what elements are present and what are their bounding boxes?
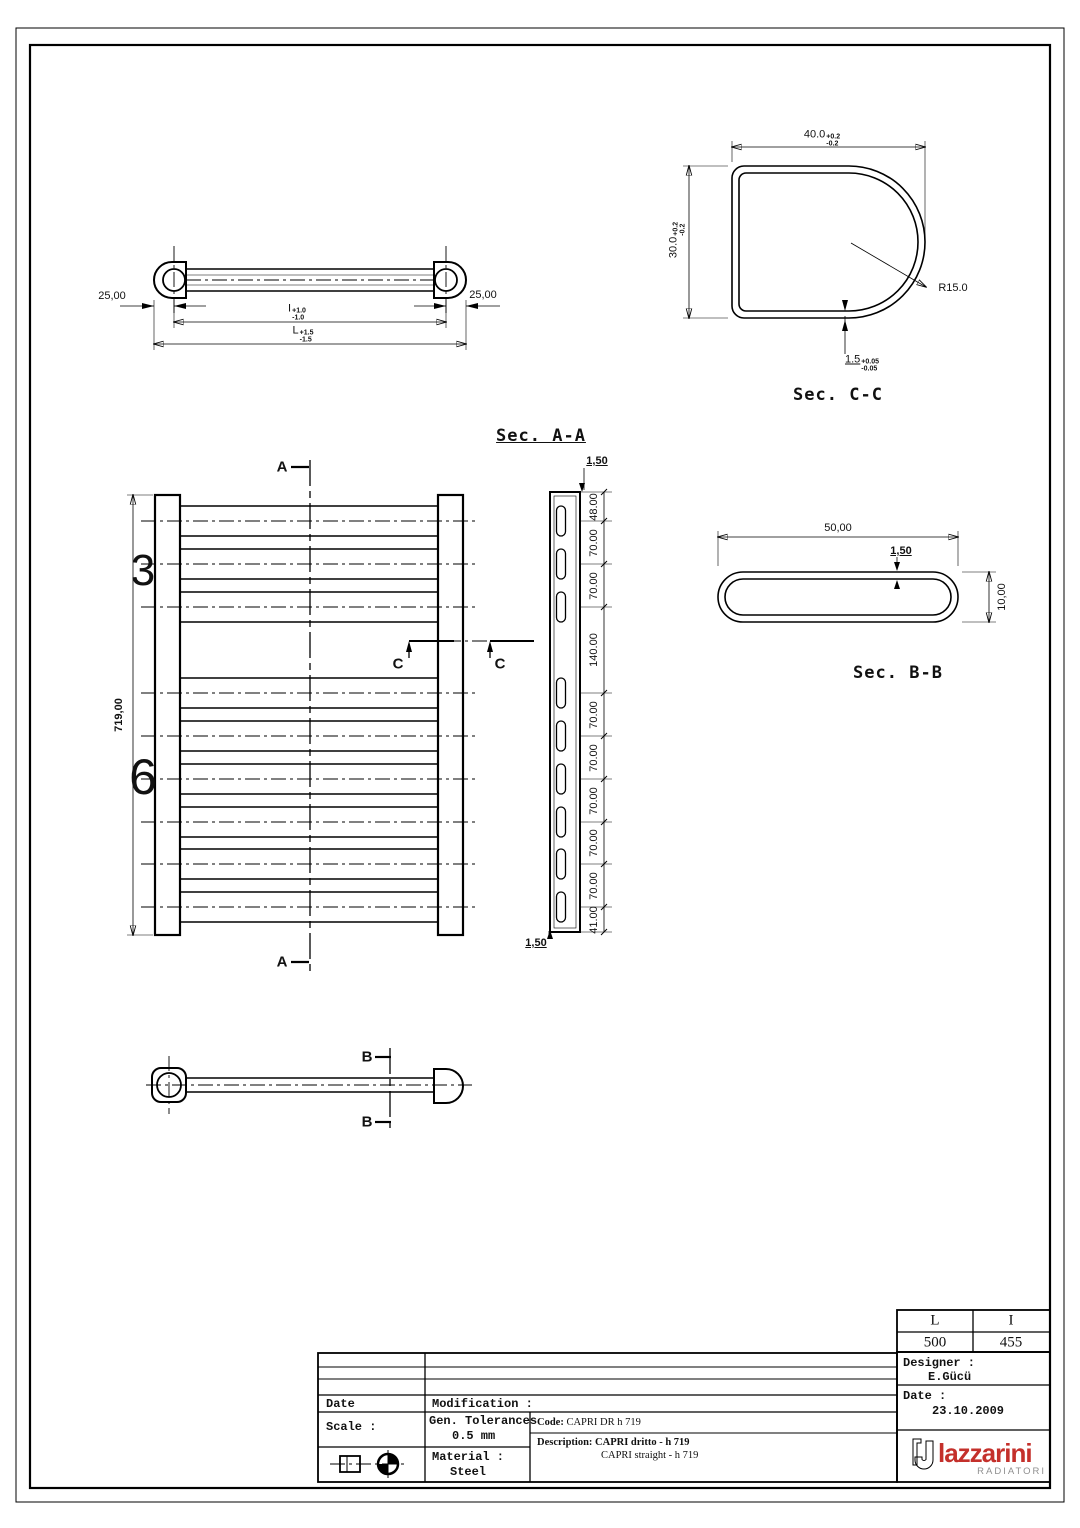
titleblock-date-col: Date [326, 1397, 355, 1411]
front-view-height-dim: 719,00 [113, 698, 125, 732]
lazzarini-logo-icon [913, 1439, 933, 1469]
section-b-marker-bottom: B [361, 1113, 373, 1131]
sec-aa-pitch-dim: 41.00 [588, 906, 600, 934]
section-cc-view [683, 141, 926, 354]
top-view-dim-i: I +1.0 -1.0 [288, 302, 306, 322]
section-c-marker-left: C [392, 655, 404, 673]
titleblock-designer-value: E.Gücü [928, 1370, 972, 1384]
projection-symbol-icon [330, 1450, 404, 1478]
sec-aa-wall-top-dim: 1,50 [586, 455, 608, 467]
lazzarini-logo-text: lazzarini [938, 1438, 1032, 1468]
sec-aa-title: Sec. A-A [496, 426, 586, 446]
front-view-tube-count-bottom: 6 [129, 749, 157, 805]
sec-bb-title: Sec. B-B [853, 663, 943, 683]
titleblock-modification: Modification : [432, 1397, 533, 1411]
sec-aa-pitch-dim: 70.00 [588, 872, 600, 900]
section-bb-view [718, 531, 996, 622]
top-view-dim-l: L +1.5 -1.5 [292, 324, 314, 344]
titleblock-material-value: Steel [450, 1465, 487, 1479]
titleblock-designer-label: Designer : [903, 1356, 976, 1370]
titleblock-material-label: Material : [432, 1450, 505, 1464]
lazzarini-logo-subtext: RADIATORI [977, 1466, 1046, 1477]
sec-aa-pitch-dim: 70.00 [588, 787, 600, 815]
section-a-marker-bottom: A [276, 953, 288, 971]
size-table-header-i: I [1008, 1312, 1014, 1329]
sec-bb-height-dim: 10,00 [996, 583, 1008, 611]
section-aa-view [547, 468, 612, 939]
titleblock-tolerances-line2: 0.5 mm [452, 1429, 496, 1443]
sec-aa-pitch-dim: 70.00 [588, 744, 600, 772]
titleblock-description-line1: Description: CAPRI dritto - h 719 [537, 1437, 690, 1448]
section-b-marker-top: B [361, 1048, 373, 1066]
size-table-header-l: L [930, 1312, 940, 1329]
titleblock-code: Code: CAPRI DR h 719 [537, 1417, 641, 1428]
front-view [127, 460, 534, 975]
sec-aa-pitch-dim: 48.00 [588, 493, 600, 521]
sec-aa-pitch-dim: 140.00 [588, 633, 600, 667]
sec-cc-width-dim: 40.0 +0.2 -0.2 [803, 128, 841, 148]
sec-cc-title: Sec. C-C [793, 385, 883, 405]
bottom-side-view [146, 1048, 472, 1128]
titleblock-scale: Scale : [326, 1420, 377, 1434]
sec-aa-wall-bottom-dim: 1,50 [525, 937, 547, 949]
sec-bb-width-dim: 50,00 [824, 522, 852, 534]
front-view-tube-count-top: 3 [130, 546, 156, 595]
sec-cc-height-dim: 30.0 +0.2 -0.2 [667, 221, 687, 259]
sec-aa-pitch-dim: 70.00 [588, 572, 600, 600]
size-table-value-l: 500 [923, 1334, 947, 1351]
sec-cc-radius-dim: R15.0 [938, 282, 968, 294]
top-view-dim-right: 25,00 [469, 289, 497, 301]
titleblock-tolerances-line1: Gen. Tolerances [429, 1414, 538, 1428]
titleblock-date-value: 23.10.2009 [932, 1404, 1005, 1418]
sec-cc-wall-dim: 1.5 +0.05 -0.05 [844, 353, 880, 373]
titleblock-date-label: Date : [903, 1389, 947, 1403]
top-view-dim-left: 25,00 [98, 290, 126, 302]
sec-bb-wall-dim: 1,50 [890, 545, 912, 557]
sec-aa-pitch-dim: 70.00 [588, 701, 600, 729]
sec-aa-pitch-dim: 70.00 [588, 529, 600, 557]
section-a-marker-top: A [276, 458, 288, 476]
size-table-value-i: 455 [999, 1334, 1023, 1351]
section-c-marker-right: C [494, 655, 506, 673]
sec-aa-pitch-dim: 70.00 [588, 829, 600, 857]
titleblock-description-line2: CAPRI straight - h 719 [601, 1450, 699, 1461]
